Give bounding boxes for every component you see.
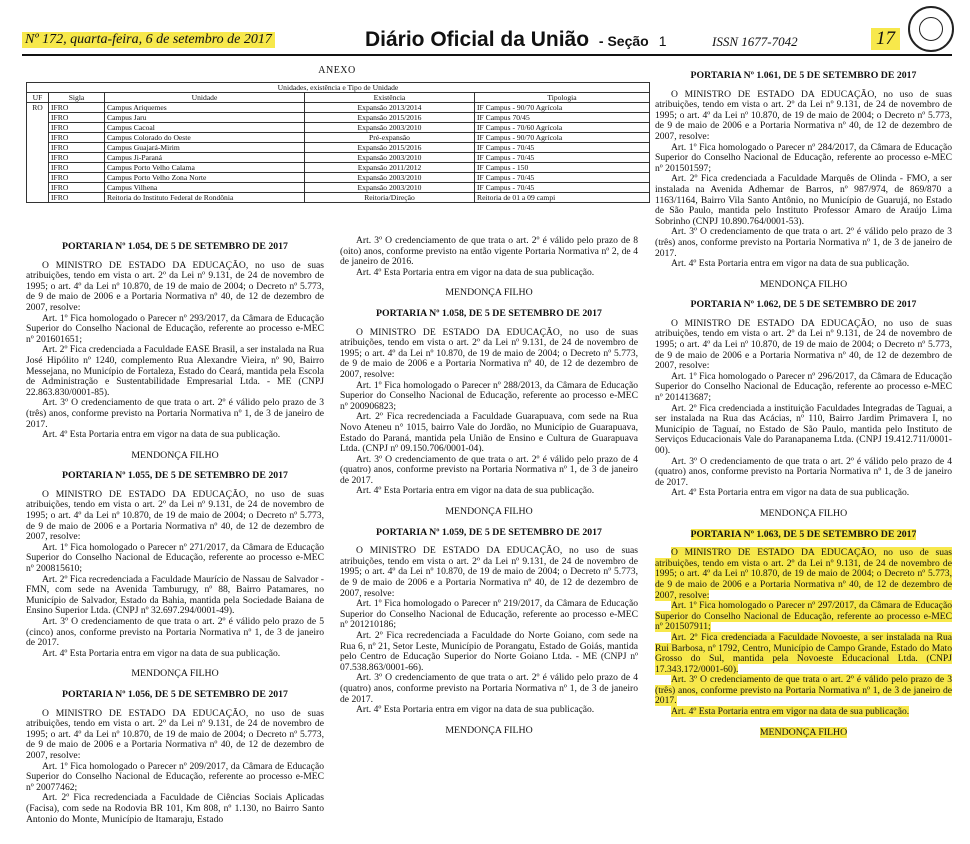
cell-sigla: IFRO	[49, 103, 105, 113]
table-row	[27, 193, 650, 203]
cell-existencia: Expansão 2003/2010	[305, 153, 475, 163]
anexo-title: ANEXO	[318, 65, 356, 76]
paragraph: Art. 4º Esta Portaria entra em vigor na data de sua publicação.	[356, 266, 595, 278]
paragraph: Art. 2º Fica recredenciada a Faculdade Maurício de Nassau de Salvador - FMN, com sede na Avenida Tamburugy, nº 88, Bairro Patamares, no Município de Salvador, Estado da Bahia, mantida pela Sociedade Baiana de Ensino Superior Ltda. (CNPJ nº 32.697.294/0001-49).	[26, 573, 324, 617]
header-rule	[22, 54, 952, 56]
cell-unidade: Campus Ariquemes	[105, 103, 305, 113]
cell-unidade: Campus Vilhena	[105, 183, 305, 193]
cell-existencia: Expansão 2015/2016	[305, 113, 475, 123]
paragraph: Art. 4º Esta Portaria entra em vigor na data de sua publicação.	[42, 429, 281, 441]
portaria-heading: PORTARIA Nº 1.054, DE 5 DE SETEMBRO DE 2017	[62, 241, 288, 252]
cell-tipologia: Reitoria de 01 a 09 campi	[475, 193, 650, 203]
signer-highlighted	[655, 728, 952, 739]
portaria-heading: PORTARIA Nº 1.059, DE 5 DE SETEMBRO DE 2017	[376, 526, 602, 538]
highlighted-text: Art. 2º Fica credenciada a Faculdade Novoeste, a ser instalada na Rua Rui Barbosa, nº 1792, Centro, Município de Campo Grande, Estado do Mato Grosso do Sul, mantida pela Novoeste Educacional Ltda. (CNPJ 17.343.172/0001-60).	[655, 631, 952, 675]
highlighted-text: O MINISTRO DE ESTADO DA EDUCAÇÃO, no uso de suas atribuições, tendo em vista o art. 2º da Lei nº 9.131, de 24 de novembro de 1995; o art. 4º da Lei nº 10.870, de 19 de maio de 2004; o Decreto nº 5.773, de 9 de maio de 2006 e a Portaria Normativa nº 40, de 12 de dezembro de 2007, resolve:	[655, 547, 952, 601]
signer: MENDONÇA FILHO	[445, 287, 533, 299]
table-row	[27, 113, 650, 123]
cell-tipologia: IF Campus 70/45	[475, 113, 650, 123]
cell-tipologia: IF Campus - 150	[475, 163, 650, 173]
paragraph-highlighted	[655, 675, 952, 707]
cell-sigla: IFRO	[49, 173, 105, 183]
signer: MENDONÇA FILHO	[445, 506, 533, 518]
anexo-table	[26, 82, 650, 203]
cell-existencia: Expansão 2013/2014	[305, 103, 475, 113]
cell-sigla: IFRO	[49, 163, 105, 173]
cell-existencia: Pré-expansão	[305, 133, 475, 143]
paragraph: O MINISTRO DE ESTADO DA EDUCAÇÃO, no uso de suas atribuições, tendo em vista o art. 2º da Lei nº 9.131, de 24 de novembro de 1995; o art. 4º da Lei nº 10.870, de 19 de maio de 2004; o Decreto nº 5.773, de 9 de maio de 2006 e a Portaria Normativa nº 40, de 12 de dezembro de 2007, resolve:	[26, 488, 324, 543]
table-row	[27, 153, 650, 163]
cell-unidade: Campus Cacoal	[105, 123, 305, 133]
cell-existencia: Expansão 2003/2010	[305, 123, 475, 133]
cell-unidade: Campus Colorado do Oeste	[105, 133, 305, 143]
portaria-heading: PORTARIA Nº 1.062, DE 5 DE SETEMBRO DE 2017	[690, 299, 917, 311]
cell-tipologia: IF Campus - 70/45	[475, 173, 650, 183]
paragraph: Art. 1º Fica homologado o Parecer nº 271/2017, da Câmara de Educação Superior do Conselho Nacional de Educação, referente ao processo e-MEC nº 200815610;	[26, 541, 324, 575]
signer: MENDONÇA FILHO	[131, 449, 219, 461]
paragraph: Art. 3º O credenciamento de que trata o art. 2º é válido pelo prazo de 8 (oito) anos, conforme previsto na então vigente Portaria Normativa nº 2, de 4 de janeiro de 2016.	[340, 235, 638, 268]
cell-tipologia: IF Campus - 70/45	[475, 153, 650, 163]
paragraph: O MINISTRO DE ESTADO DA EDUCAÇÃO, no uso de suas atribuições, tendo em vista o art. 2º da Lei nº 9.131, de 24 de novembro de 1995; o art. 4º da Lei nº 10.870, de 19 de maio de 2004; o Decreto nº 5.773, de 9 de maio de 2006 e a Portaria Normativa nº 40, de 12 de dezembro de 2007, resolve:	[26, 259, 324, 313]
table-caption-row	[27, 83, 650, 93]
highlighted-text: Art. 3º O credenciamento de que trata o art. 2º é válido pelo prazo de 3 (três) anos, conforme previsto na Portaria Normativa nº 1, de 3 de janeiro de 2017.	[655, 674, 952, 707]
cell-existencia: Expansão 2015/2016	[305, 143, 475, 153]
col-header-tipologia: Tipologia	[475, 93, 650, 103]
section-number: 1	[658, 33, 667, 49]
column-2	[340, 236, 638, 746]
paragraph: Art. 1º Fica homologado o Parecer nº 284/2017, da Câmara de Educação Superior do Conselho Nacional de Educação, referente ao processo e-MEC nº 201501597;	[655, 141, 952, 174]
signer: MENDONÇA FILHO	[445, 724, 533, 736]
col-header-unidade: Unidade	[105, 93, 305, 103]
signer: MENDONÇA FILHO	[759, 507, 848, 519]
paragraph: Art. 2º Fica credenciada a Faculdade Marquês de Olinda - FMO, a ser instalada na Avenida Adhemar de Barros, nº 987/974, de 869/870 a 1163/1164, Bairro Vila Santo Antônio, no Município de Guarujá, no Estado de São Paulo, mantida pelo Instituto Professor Amaro de Araújo Lima Sobrinho (CNPJ 10.890.764/0001-53).	[655, 173, 952, 227]
col-header-uf: UF	[27, 93, 49, 103]
table-row	[27, 123, 650, 133]
paragraph: Art. 2º Fica credenciada a instituição Faculdades Integradas de Taguai, a ser instalada na Rua das Acácias, nº 110, Bairro Jardim Primavera I, no Município de Taguaí, no Estado de São Paulo, mantida pelo Instituto de Serviços Educacionais Vale do Paranapanema Ltda. (CNPJ 19.412.711/0001-00).	[655, 402, 952, 456]
col-header-existencia: Existência	[305, 93, 475, 103]
cell-uf: RO	[27, 103, 49, 203]
cell-existencia: Expansão 2011/2012	[305, 163, 475, 173]
journal-title	[365, 28, 667, 52]
table-header-row	[27, 93, 650, 103]
paragraph: Art. 4º Esta Portaria entra em vigor na data de sua publicação.	[42, 647, 281, 659]
cell-existencia: Expansão 2003/2010	[305, 183, 475, 193]
imprensa-nacional-seal-icon	[908, 6, 954, 52]
paragraph: Art. 1º Fica homologado o Parecer nº 293/2017, da Câmara de Educação Superior do Conselho Nacional de Educação, referente ao processo e-MEC nº 201601651;	[26, 312, 324, 345]
signer: MENDONÇA FILHO	[759, 278, 848, 290]
paragraph: Art. 1º Fica homologado o Parecer nº 296/2017, da Câmara de Educação Superior do Conselho Nacional de Educação, referente ao processo e-MEC nº 201413687;	[655, 370, 952, 404]
table-row	[27, 173, 650, 183]
highlighted-text: MENDONÇA FILHO	[759, 726, 848, 738]
highlighted-text: Art. 4º Esta Portaria entra em vigor na data de sua publicação.	[671, 706, 910, 718]
paragraph-highlighted	[655, 548, 952, 601]
cell-sigla: IFRO	[49, 123, 105, 133]
issn-label: ISSN 1677-7042	[712, 34, 798, 49]
cell-sigla: IFRO	[49, 153, 105, 163]
paragraph: Art. 4º Esta Portaria entra em vigor na data de sua publicação.	[356, 704, 595, 716]
cell-unidade: Campus Jaru	[105, 113, 305, 123]
cell-unidade: Campus Ji-Paraná	[105, 153, 305, 163]
column-3	[655, 65, 952, 748]
paragraph: Art. 2º Fica recredenciada a Faculdade de Ciências Sociais Aplicadas (Facisa), com sede na Rodovia BR 101, Km 808, nº 1.130, no Bairro Santo Antonio do Monte, Município de Itamaraju, Estado	[26, 792, 324, 825]
paragraph: Art. 3º O credenciamento de que trata o art. 2º é válido pelo prazo de 3 (três) anos, conforme previsto na Portaria Normativa nº 1, de 3 de janeiro de 2017.	[26, 397, 324, 430]
portaria-heading: PORTARIA Nº 1.058, DE 5 DE SETEMBRO DE 2017	[376, 307, 602, 319]
paragraph: Art. 1º Fica homologado o Parecer nº 219/2017, da Câmara de Educação Superior do Conselho Nacional de Educação, referente ao processo e-MEC nº 201210186;	[340, 598, 638, 631]
edition-label: Nº 172, quarta-feira, 6 de setembro de 2017	[22, 32, 275, 48]
col-header-sigla: Sigla	[49, 93, 105, 103]
table-row	[27, 163, 650, 173]
journal-name: Diário Oficial da União	[365, 28, 590, 51]
cell-sigla: IFRO	[49, 193, 105, 203]
portaria-heading: PORTARIA Nº 1.061, DE 5 DE SETEMBRO DE 2017	[690, 70, 917, 81]
section-label: - Seção	[598, 33, 649, 49]
paragraph: Art. 3º O credenciamento de que trata o art. 2º é válido pelo prazo de 4 (quatro) anos, conforme previsto na Portaria Normativa nº 1, de 3 de janeiro de 2017.	[655, 455, 952, 488]
paragraph: Art. 2º Fica credenciada a Faculdade EASE Brasil, a ser instalada na Rua José Hipólito nº 1240, complemento Rua Alexandre Vieira, nº 90, Bairro Messejana, no Município de Fortaleza, Estado do Ceará, mantida pela Escola de Administração e Sustentabilidade Empresarial Ltda. - ME (CNPJ 22.863.830/0001-85).	[26, 344, 324, 398]
page-number: 17	[871, 28, 900, 50]
table-row	[27, 183, 650, 193]
cell-existencia: Reitoria/Direção	[305, 193, 475, 203]
paragraph: O MINISTRO DE ESTADO DA EDUCAÇÃO, no uso de suas atribuições, tendo em vista o art. 2º da Lei nº 9.131, de 24 de novembro de 1995; o art. 4º da Lei nº 10.870, de 19 de maio de 2004; o Decreto nº 5.773, de 9 de maio de 2006 e a Portaria Normativa nº 40, de 12 de dezembro de 2007, resolve:	[655, 317, 952, 372]
cell-unidade: Campus Guajará-Mirim	[105, 143, 305, 153]
paragraph: O MINISTRO DE ESTADO DA EDUCAÇÃO, no uso de suas atribuições, tendo em vista o art. 2º da Lei nº 9.131, de 24 de novembro de 1995; o art. 4º da Lei nº 10.870, de 19 de maio de 2004; o Decreto nº 5.773, de 9 de maio de 2006 e a Portaria Normativa nº 40, de 12 de dezembro de 2007, resolve:	[340, 545, 638, 599]
portaria-heading: PORTARIA Nº 1.055, DE 5 DE SETEMBRO DE 2017	[62, 470, 288, 482]
table-row	[27, 103, 650, 113]
paragraph-highlighted	[655, 601, 952, 633]
paragraph: Art. 3º O credenciamento de que trata o art. 2º é válido pelo prazo de 5 (cinco) anos, conforme previsto na Portaria Normativa nº 1, de 3 de janeiro de 2017.	[26, 616, 324, 649]
portaria-heading-highlighted	[655, 530, 952, 541]
highlighted-text: PORTARIA Nº 1.063, DE 5 DE SETEMBRO DE 2017	[690, 528, 917, 540]
paragraph: Art. 3º O credenciamento de que trata o art. 2º é válido pelo prazo de 4 (quatro) anos, conforme previsto na Portaria Normativa nº 1, de 3 de janeiro de 2017.	[340, 453, 638, 486]
signer: MENDONÇA FILHO	[131, 668, 219, 680]
cell-unidade: Campus Porto Velho Zona Norte	[105, 173, 305, 183]
paragraph: Art. 1º Fica homologado o Parecer nº 288/2013, da Câmara de Educação Superior do Conselho Nacional de Educação, referente ao processo e-MEC nº 200906823;	[340, 379, 638, 412]
cell-tipologia: IF Campus - 70/45	[475, 183, 650, 193]
paragraph: Art. 2º Fica recredenciada a Faculdade do Norte Goiano, com sede na Rua 6, nº 21, Setor Leste, Município de Porangatu, Estado de Goiás, mantida pelo Centro de Educação Superior do Norte Goiano Ltda. - ME (CNPJ nº 07.538.863/0001-66).	[340, 630, 638, 673]
page-header	[0, 0, 970, 58]
table-caption: Unidades, existência e Tipo de Unidade	[27, 83, 650, 93]
paragraph-highlighted	[655, 633, 952, 675]
paragraph: Art. 4º Esta Portaria entra em vigor na data de sua publicação.	[671, 487, 910, 499]
cell-tipologia: IF Campus - 70/45	[475, 143, 650, 153]
cell-tipologia: IF Campus - 70/60 Agrícola	[475, 123, 650, 133]
paragraph: Art. 3º O credenciamento de que trata o art. 2º é válido pelo prazo de 3 (três) anos, conforme previsto na Portaria Normativa nº 1, de 3 de janeiro de 2017.	[655, 226, 952, 259]
cell-sigla: IFRO	[49, 113, 105, 123]
cell-existencia: Expansão 2003/2010	[305, 173, 475, 183]
paragraph: O MINISTRO DE ESTADO DA EDUCAÇÃO, no uso de suas atribuições, tendo em vista o art. 2º da Lei nº 9.131, de 24 de novembro de 1995; o art. 4º da Lei nº 10.870, de 19 de maio de 2004; o Decreto nº 5.773, de 9 de maio de 2006 e a Portaria Normativa nº 40, de 12 de dezembro de 2007, resolve:	[26, 707, 324, 761]
paragraph: Art. 1º Fica homologado o Parecer nº 209/2017, da Câmara de Educação Superior do Conselho Nacional de Educação, referente ao processo e-MEC nº 20077462;	[26, 760, 324, 793]
table-row	[27, 133, 650, 143]
highlighted-text: Art. 1º Fica homologado o Parecer nº 297/2017, da Câmara de Educação Superior do Conselho Nacional de Educação, referente ao processo e-MEC nº 201507911;	[655, 600, 952, 633]
paragraph: Art. 3º O credenciamento de que trata o art. 2º é válido pelo prazo de 4 (quatro) anos, conforme previsto na Portaria Normativa nº 1, de 3 de janeiro de 2017.	[340, 672, 638, 705]
cell-sigla: IFRO	[49, 143, 105, 153]
table-row	[27, 143, 650, 153]
cell-tipologia: IF Campus - 90/70 Agrícola	[475, 103, 650, 113]
column-1	[26, 236, 324, 825]
paragraph: O MINISTRO DE ESTADO DA EDUCAÇÃO, no uso de suas atribuições, tendo em vista o art. 2º da Lei nº 9.131, de 24 de novembro de 1995; o art. 4º da Lei nº 10.870, de 19 de maio de 2004; o Decreto nº 5.773, de 9 de maio de 2006 e a Portaria Normativa nº 40, de 12 de dezembro de 2007, resolve:	[340, 326, 638, 380]
cell-unidade: Reitoria do Instituto Federal de Rondônia	[105, 193, 305, 203]
paragraph: Art. 4º Esta Portaria entra em vigor na data de sua publicação.	[356, 485, 595, 497]
paragraph: Art. 2º Fica recredenciada a Faculdade Guarapuava, com sede na Rua Novo Ateneu n° 1015, bairro Vale do Jordão, no Município de Guarapuava, Estado do Paraná, mantida pela União de Ensino e Cultura de Guarapuava Ltda. (CNPJ nº 09.150.706/0001-04).	[340, 411, 638, 455]
anexo-rows	[27, 103, 650, 203]
paragraph: Art. 4º Esta Portaria entra em vigor na data de sua publicação.	[671, 258, 910, 270]
cell-unidade: Campus Porto Velho Calama	[105, 163, 305, 173]
cell-sigla: IFRO	[49, 183, 105, 193]
portaria-heading: PORTARIA Nº 1.056, DE 5 DE SETEMBRO DE 2017	[62, 688, 288, 700]
cell-sigla: IFRO	[49, 133, 105, 143]
paragraph-highlighted	[655, 707, 952, 718]
paragraph: O MINISTRO DE ESTADO DA EDUCAÇÃO, no uso de suas atribuições, tendo em vista o art. 2º da Lei nº 9.131, de 24 de novembro de 1995; o art. 4º da Lei nº 10.870, de 19 de maio de 2004; o Decreto nº 5.773, de 9 de maio de 2006 e a Portaria Normativa nº 40, de 12 de dezembro de 2007, resolve:	[655, 88, 952, 142]
cell-tipologia: IF Campus - 90/70 Agrícola	[475, 133, 650, 143]
